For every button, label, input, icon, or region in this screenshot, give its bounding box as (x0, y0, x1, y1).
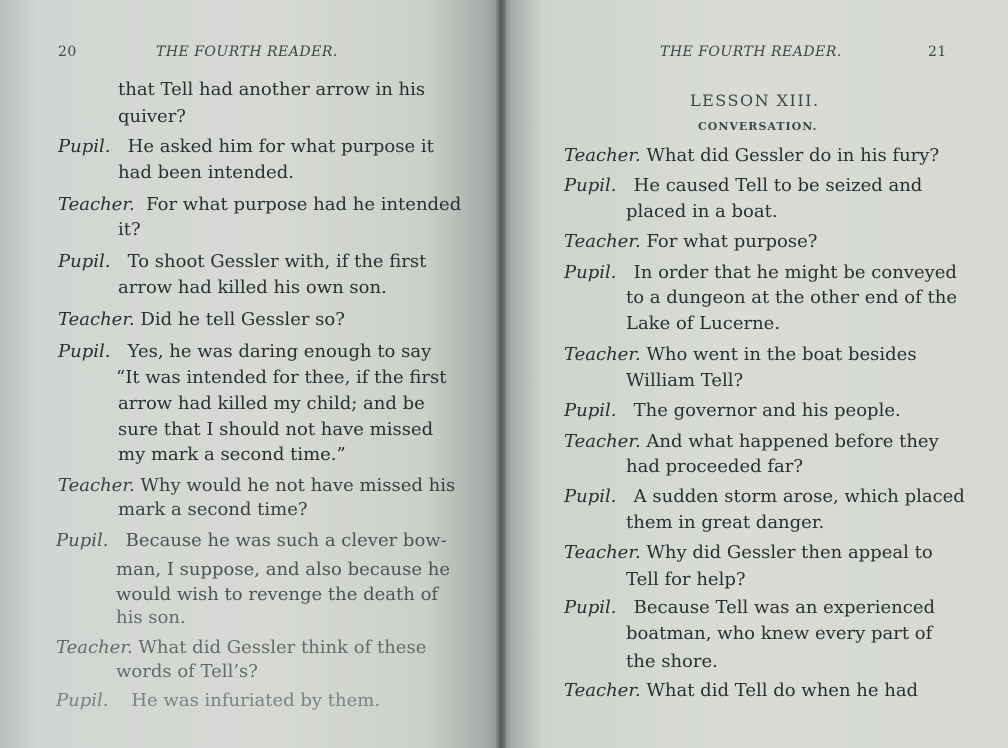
text-line: Pupil. He was infuriated by them. (56, 690, 381, 711)
speaker-label: Teacher. (564, 680, 641, 701)
text-line: Teacher. Why would he not have missed his (58, 475, 456, 496)
text-line: placed in a boat. (626, 201, 778, 222)
speaker-label: Pupil. (58, 341, 111, 362)
speaker-label: Teacher. (564, 231, 641, 252)
text-line: Pupil. He asked him for what purpose it (58, 136, 434, 157)
text-line: Lake of Lucerne. (626, 313, 781, 334)
text-line: Pupil. To shoot Gessler with, if the first (58, 251, 427, 272)
text-line: Teacher. For what purpose had he intended (58, 194, 462, 215)
speaker-label: Pupil. (564, 175, 617, 196)
speaker-label: Pupil. (564, 262, 617, 283)
text-line: my mark a second time.” (118, 444, 346, 465)
text-line: Teacher. Did he tell Gessler so? (58, 309, 345, 330)
text-line: man, I suppose, and also because he (116, 559, 451, 580)
speaker-label: Teacher. (564, 145, 641, 166)
text-line: Pupil. In order that he might be conveyed (564, 262, 957, 283)
text-line: Pupil. Because he was such a clever bow- (56, 530, 447, 551)
book-gutter (496, 0, 506, 748)
speaker-label: Teacher. (564, 344, 641, 365)
speaker-label: Pupil. (564, 400, 617, 421)
right-running-head: THE FOURTH READER. (660, 44, 842, 60)
text-line: mark a second time? (118, 499, 308, 520)
text-line: Pupil. Because Tell was an experienced (564, 597, 936, 618)
text-line: sure that I should not have missed (118, 419, 434, 440)
speaker-label: Pupil. (564, 597, 617, 618)
text-line: Tell for help? (626, 569, 746, 590)
text-line: Teacher. What did Gessler do in his fury? (564, 145, 940, 166)
text-line: Teacher. And what happened before they (564, 431, 939, 452)
speaker-label: Pupil. (56, 690, 109, 711)
text-line: Pupil. The governor and his people. (564, 400, 901, 421)
text-line: would wish to revenge the death of (116, 584, 439, 605)
text-line: “It was intended for thee, if the first (116, 367, 447, 388)
text-line: had proceeded far? (626, 456, 803, 477)
left-page-number: 20 (58, 44, 77, 60)
text-line: his son. (116, 607, 186, 628)
text-line: had been intended. (118, 162, 294, 183)
text-line: quiver? (118, 106, 186, 127)
speaker-label: Teacher. (564, 431, 641, 452)
text-line: arrow had killed his own son. (118, 277, 387, 298)
left-running-head: THE FOURTH READER. (156, 44, 338, 60)
text-line: Teacher. Why did Gessler then appeal to (564, 542, 933, 563)
lesson-title: LESSON XIII. (690, 91, 820, 110)
text-line: Teacher. What did Tell do when he had (564, 680, 919, 701)
speaker-label: Teacher. (56, 637, 133, 658)
speaker-label: Pupil. (564, 486, 617, 507)
text-line: that Tell had another arrow in his (118, 79, 426, 100)
speaker-label: Teacher. (564, 542, 641, 563)
speaker-label: Pupil. (58, 136, 111, 157)
text-line: arrow had killed my child; and be (118, 393, 425, 414)
text-line: William Tell? (626, 370, 744, 391)
text-line: Teacher. For what purpose? (564, 231, 818, 252)
speaker-label: Teacher. (58, 309, 135, 330)
lesson-subtitle: CONVERSATION. (698, 120, 818, 133)
text-line: to a dungeon at the other end of the (626, 287, 957, 308)
text-line: Pupil. Yes, he was daring enough to say (58, 341, 432, 362)
speaker-label: Teacher. (58, 475, 135, 496)
text-line: it? (118, 219, 141, 240)
speaker-label: Teacher. (58, 194, 135, 215)
speaker-label: Pupil. (56, 530, 109, 551)
right-page-number: 21 (928, 44, 947, 60)
text-line: Teacher. What did Gessler think of these (56, 637, 427, 658)
text-line: boatman, who knew every part of (626, 623, 933, 644)
text-line: the shore. (626, 651, 718, 672)
text-line: words of Tell’s? (116, 661, 258, 682)
text-line: Pupil. He caused Tell to be seized and (564, 175, 923, 196)
text-line: Pupil. A sudden storm arose, which placed (564, 486, 965, 507)
text-line: Teacher. Who went in the boat besides (564, 344, 917, 365)
text-line: them in great danger. (626, 512, 825, 533)
speaker-label: Pupil. (58, 251, 111, 272)
